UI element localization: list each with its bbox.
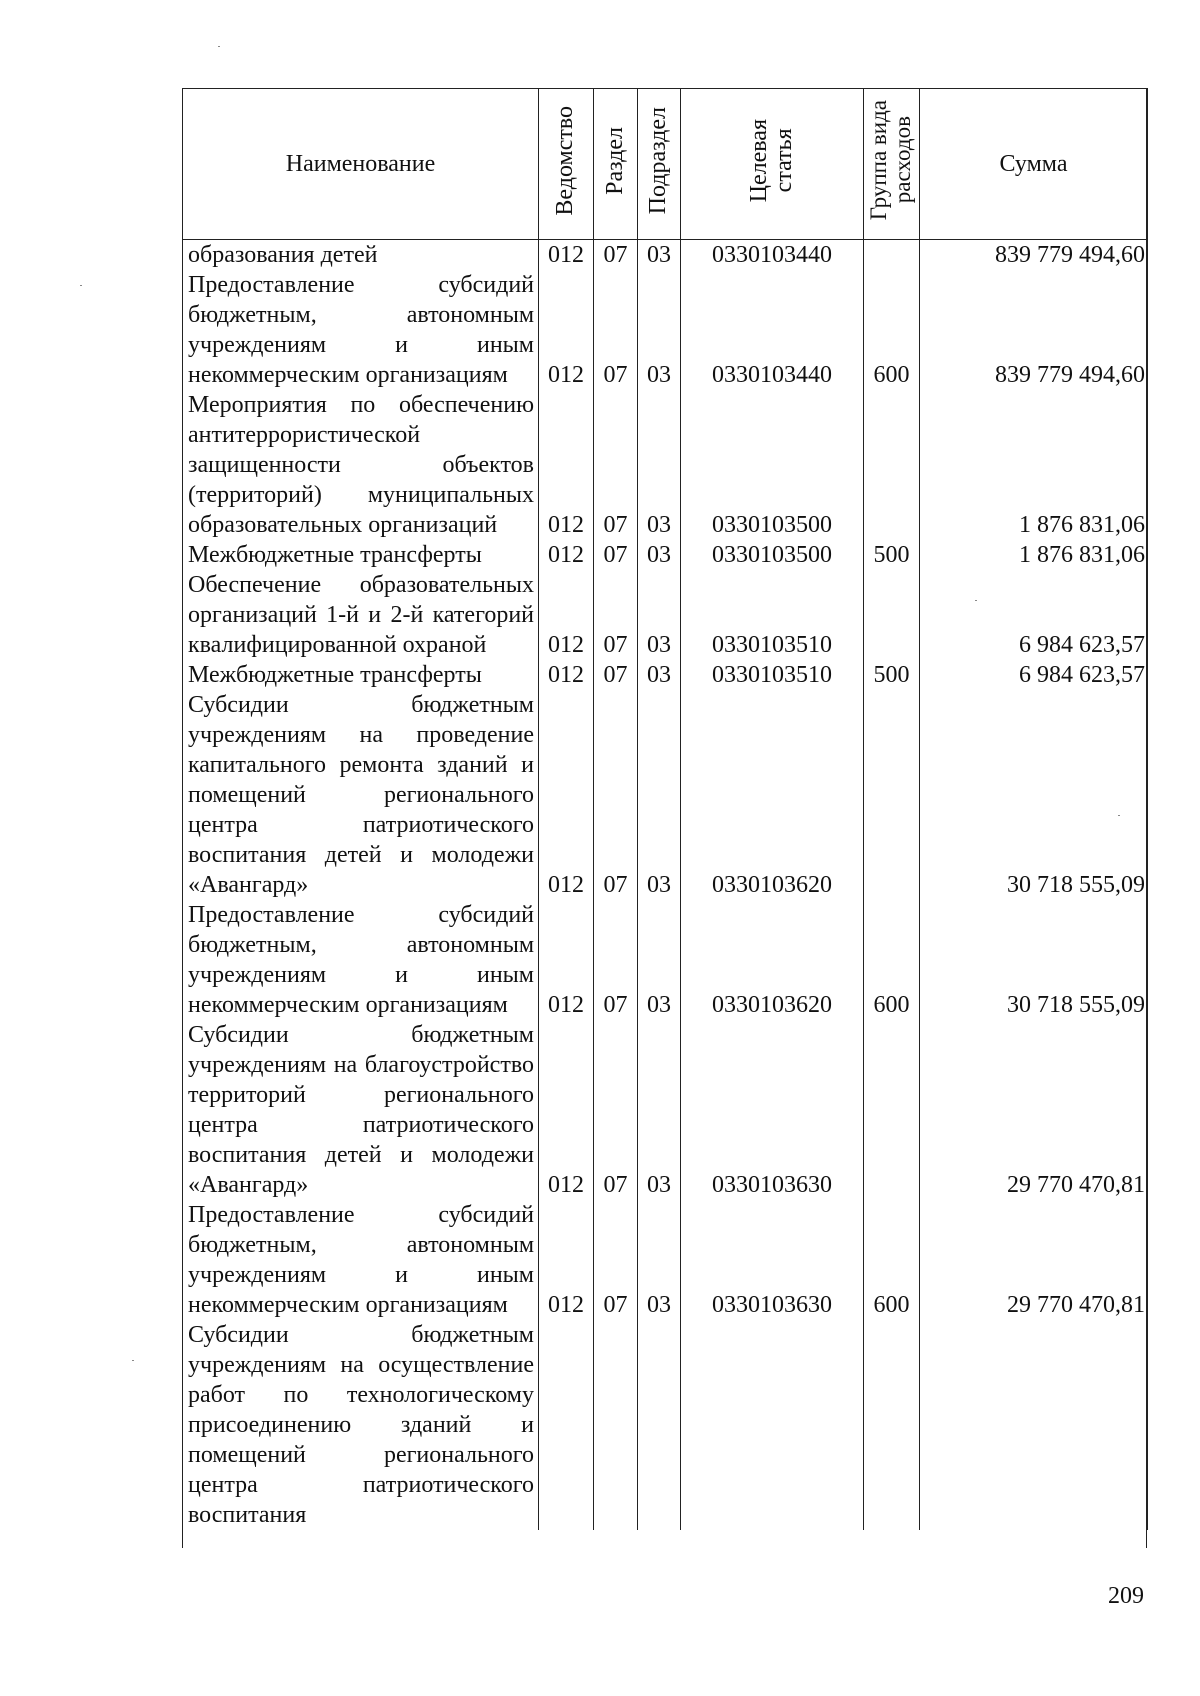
cell-razd: 07 xyxy=(594,690,638,900)
cell-cel: 0330103510 xyxy=(681,660,864,690)
table-row xyxy=(183,1200,1148,1320)
cell-ved: 012 xyxy=(539,1020,594,1200)
cell-grp: 600 xyxy=(864,1200,920,1320)
cell-ved: 012 xyxy=(539,690,594,900)
cell-name: Предоставление субсидий бюджетным, автономным учреждениям и иным некоммерческим организациям xyxy=(183,270,539,390)
cell-pod: 03 xyxy=(638,900,681,1020)
cell-razd: 07 xyxy=(594,570,638,660)
cell-ved xyxy=(539,1320,594,1530)
cell-cel: 0330103630 xyxy=(681,1200,864,1320)
cell-pod: 03 xyxy=(638,540,681,570)
cell-ved: 012 xyxy=(539,270,594,390)
cell-razd: 07 xyxy=(594,540,638,570)
cell-sum: 6 984 623,57 xyxy=(920,570,1148,660)
cell-cel: 0330103500 xyxy=(681,540,864,570)
cell-name: Мероприятия по обеспечению антитеррористической защищенности объектов (территорий) муниципальных образовательных организаций xyxy=(183,390,539,540)
cell-grp: 500 xyxy=(864,660,920,690)
cell-razd: 07 xyxy=(594,1200,638,1320)
cell-cel xyxy=(681,1320,864,1530)
cell-cel: 0330103500 xyxy=(681,390,864,540)
cell-sum: 30 718 555,09 xyxy=(920,900,1148,1020)
table-row xyxy=(183,690,1148,900)
cell-name: Межбюджетные трансферты xyxy=(183,540,539,570)
cell-cel: 0330103510 xyxy=(681,570,864,660)
cell-pod: 03 xyxy=(638,390,681,540)
cell-grp: 500 xyxy=(864,540,920,570)
table-row xyxy=(183,540,1148,570)
cell-pod: 03 xyxy=(638,270,681,390)
cell-grp xyxy=(864,1020,920,1200)
cell-name: Предоставление субсидий бюджетным, автономным учреждениям и иным некоммерческим организациям xyxy=(183,900,539,1020)
cell-name: Межбюджетные трансферты xyxy=(183,660,539,690)
cell-razd: 07 xyxy=(594,1020,638,1200)
cell-pod: 03 xyxy=(638,240,681,271)
cell-razd: 07 xyxy=(594,660,638,690)
cell-ved: 012 xyxy=(539,900,594,1020)
table-row xyxy=(183,570,1148,660)
cell-sum: 29 770 470,81 xyxy=(920,1200,1148,1320)
cell-name: Субсидии бюджетным учреждениям на осуществление работ по технологическому присоединению зданий и помещений регионального центра патриотического воспитания xyxy=(183,1320,539,1530)
cell-sum: 30 718 555,09 xyxy=(920,690,1148,900)
cell-sum xyxy=(920,1320,1148,1530)
cell-pod: 03 xyxy=(638,690,681,900)
cell-razd xyxy=(594,1320,638,1530)
cell-cel: 0330103630 xyxy=(681,1020,864,1200)
header-section: Раздел xyxy=(594,89,638,240)
cell-name: Предоставление субсидий бюджетным, автономным учреждениям и иным некоммерческим организациям xyxy=(183,1200,539,1320)
cell-ved: 012 xyxy=(539,1200,594,1320)
cell-grp xyxy=(864,240,920,271)
cell-name: Субсидии бюджетным учреждениям на проведение капитального ремонта зданий и помещений регионального центра патриотического воспитания детей и молодежи «Авангард» xyxy=(183,690,539,900)
cell-pod xyxy=(638,1320,681,1530)
table-header-row xyxy=(183,89,1148,240)
cell-name: Обеспечение образовательных организаций 1-й и 2-й категорий квалифицированной охраной xyxy=(183,570,539,660)
cell-cel: 0330103440 xyxy=(681,270,864,390)
budget-table xyxy=(182,88,1148,1530)
cell-sum: 839 779 494,60 xyxy=(920,270,1148,390)
cell-grp xyxy=(864,390,920,540)
cell-sum: 6 984 623,57 xyxy=(920,660,1148,690)
header-amount: Сумма xyxy=(920,89,1148,240)
header-department: Ведомство xyxy=(539,89,594,240)
cell-ved: 012 xyxy=(539,570,594,660)
cell-sum: 1 876 831,06 xyxy=(920,390,1148,540)
cell-cel: 0330103620 xyxy=(681,900,864,1020)
header-name: Наименование xyxy=(183,89,539,240)
cell-name: Субсидии бюджетным учреждениям на благоустройство территорий регионального центра патриотического воспитания детей и молодежи «Авангард» xyxy=(183,1020,539,1200)
cell-sum: 1 876 831,06 xyxy=(920,540,1148,570)
cell-grp xyxy=(864,1320,920,1530)
header-target-article: Целевая статья xyxy=(681,89,864,240)
cell-ved: 012 xyxy=(539,660,594,690)
table-row xyxy=(183,270,1148,390)
cell-ved: 012 xyxy=(539,540,594,570)
cell-pod: 03 xyxy=(638,1200,681,1320)
cell-cel: 0330103620 xyxy=(681,690,864,900)
table-row xyxy=(183,900,1148,1020)
cell-cel: 0330103440 xyxy=(681,240,864,271)
table-row xyxy=(183,1320,1148,1530)
header-expense-group: Группа вида расходов xyxy=(864,89,920,240)
cell-pod: 03 xyxy=(638,1020,681,1200)
cell-grp: 600 xyxy=(864,270,920,390)
cell-grp xyxy=(864,570,920,660)
cell-razd: 07 xyxy=(594,270,638,390)
cell-grp: 600 xyxy=(864,900,920,1020)
cell-pod: 03 xyxy=(638,570,681,660)
cell-razd: 07 xyxy=(594,900,638,1020)
header-subsection: Подраздел xyxy=(638,89,681,240)
cell-razd: 07 xyxy=(594,240,638,271)
table-row xyxy=(183,660,1148,690)
cell-name: образования детей xyxy=(183,240,539,271)
table-row xyxy=(183,390,1148,540)
cell-pod: 03 xyxy=(638,660,681,690)
cell-ved: 012 xyxy=(539,240,594,271)
cell-sum: 839 779 494,60 xyxy=(920,240,1148,271)
page-number: 209 xyxy=(1108,1583,1144,1609)
cell-grp xyxy=(864,690,920,900)
cell-ved: 012 xyxy=(539,390,594,540)
table-row xyxy=(183,1020,1148,1200)
cell-sum: 29 770 470,81 xyxy=(920,1020,1148,1200)
cell-razd: 07 xyxy=(594,390,638,540)
table-row xyxy=(183,240,1148,271)
